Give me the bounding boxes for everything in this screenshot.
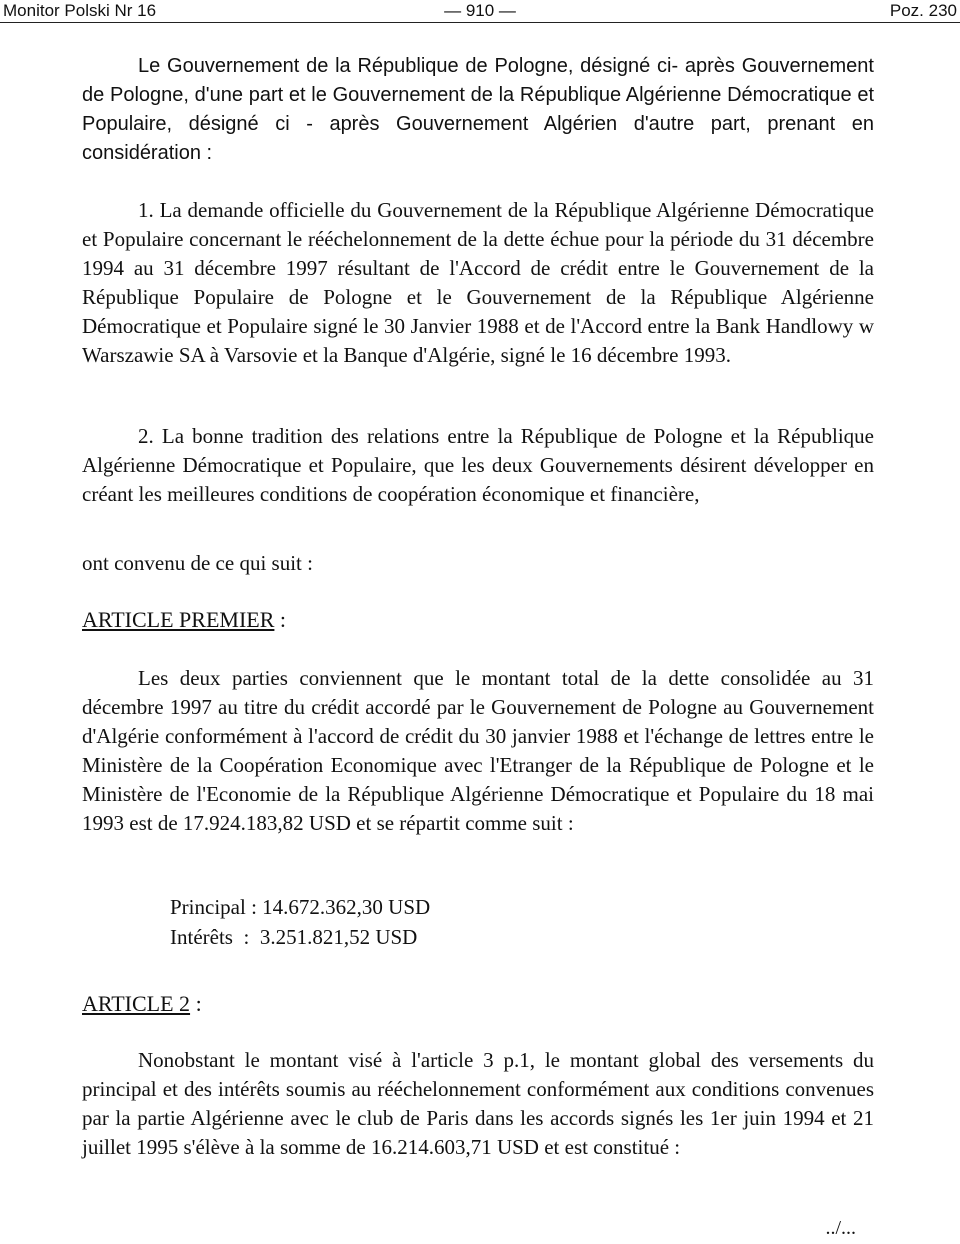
publication-name: Monitor Polski Nr 16 [3,1,157,20]
article-2-title: ARTICLE 2 [82,991,191,1016]
amounts-list [170,892,430,952]
amount-value: 3.251.821,52 USD [259,925,418,949]
intro-paragraph: Le Gouvernement de la République de Pologne, désigné ci- après Gouvernement de Pologne, d'une part et le Gouvernement de la République Algérienne Démocratique et Populaire, désigné ci - après Gouvernement Algérien d'autre part, prenant en considération : [82,55,874,164]
position-number: Poz. 230 [889,1,957,20]
point-1-paragraph: 1. La demande officielle du Gouvernement de la République Algérienne Démocratique et Populaire concernant le rééchelonnement de la dette échue pour la période du 31 décembre 1994 au 31 décembre 1997 résultant de l'Accord de crédit entre le Gouvernement de la République Populaire de Pologne et le Gouvernement de la République Algérienne Démocratique et Populaire signé le 30 Janvier 1988 et de l'Accord entre la Bank Handlowy w Warszawie SA à Varsovie et la Banque d'Algérie, signé le 16 décembre 1993. [82,198,874,367]
amount-value: 14.672.362,30 USD [262,895,431,919]
article-premier-title: ARTICLE PREMIER [82,607,275,632]
article-2-colon: : [190,991,202,1016]
page-number: — 910 — [444,1,516,20]
article-premier-text: Les deux parties conviennent que le montant total de la dette consolidée au 31 décembre 1997 au titre du crédit accordé par le Gouvernement de Pologne au Gouvernement d'Algérie conformément à l'accord de crédit du 30 janvier 1988 et l'échange de lettres entre le Ministère de la Coopération Economique avec l'Etranger de la République de Pologne et le Ministère de l'Economie de la République Algérienne Démocratique et Populaire du 18 mai 1993 est de 17.924.183,82 USD et se répartit comme suit : [82,666,874,835]
article-2-heading [82,990,202,1018]
agreed-statement: ont convenu de ce qui suit : [82,551,313,575]
amount-label: Principal [170,895,246,919]
amount-label: Intérêts [170,925,233,949]
point-2-paragraph: 2. La bonne tradition des relations entre la République de Pologne et la République Algérienne Démocratique et Populaire, que les deux Gouvernements désirent développer en créant les meilleures conditions de coopération économique et financière, [82,424,874,506]
amount-row-interets: Intérêts : 3.251.821,52 USD [170,925,418,949]
page-header [0,0,960,24]
amount-row-principal: Principal : 14.672.362,30 USD [170,895,431,919]
continuation-mark: ../... [825,1217,856,1239]
article-premier-heading [82,606,286,634]
header-rule [0,22,960,23]
article-2-text: Nonobstant le montant visé à l'article 3 p.1, le montant global des versements du principal et des intérêts soumis au rééchelonnement conformément aux conditions convenues par la partie Algérienne avec le club de Paris dans les accords signés les 1er juin 1994 et 21 juillet 1995 s'élève à la somme de 16.214.603,71 USD et est constitué : [82,1048,874,1159]
article-premier-colon: : [274,607,287,632]
